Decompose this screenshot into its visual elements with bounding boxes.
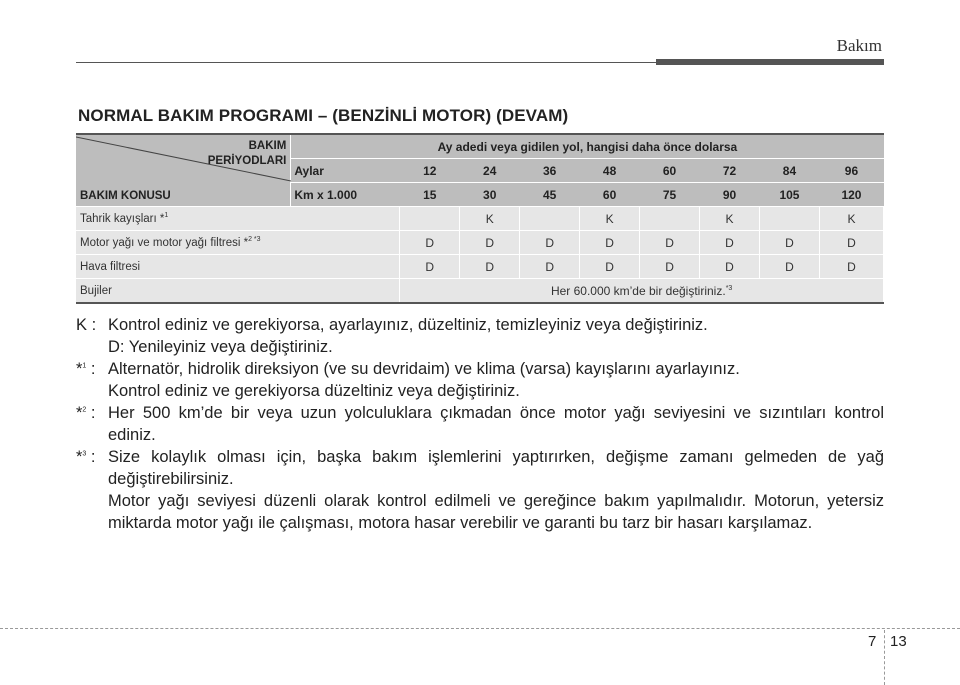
month-cell: 96 [819, 159, 883, 183]
note-1 [76, 358, 884, 402]
row-cell: K [819, 207, 883, 231]
chapter-number: 7 [868, 633, 877, 650]
corner-top-line-1: BAKIM [248, 140, 287, 152]
month-cell: 24 [460, 159, 520, 183]
header-bar [656, 59, 884, 65]
row-cell: D [640, 231, 700, 255]
km-cell: 120 [819, 183, 883, 207]
row-cell: D [520, 255, 580, 279]
note-3-text: Size kolaylık olması için, başka bakım işlemlerini yaptırırken, değişme zamanı gelmeden de yağ değiştirebilirsiniz. [108, 448, 884, 488]
km-label: Km x 1.000 [291, 183, 400, 207]
note-3 [76, 446, 884, 534]
row-cell: D [700, 231, 760, 255]
note-2-text: Her 500 km’de bir veya uzun yolculuklara çıkmadan önce motor yağı seviyesini ve sızıntıları kontrol ediniz. [108, 404, 884, 444]
month-cell: 84 [759, 159, 819, 183]
row-cell: D [819, 255, 883, 279]
note-1-marker: *$^1$ : [76, 360, 96, 378]
row-cell: D [400, 231, 460, 255]
month-cell: 72 [700, 159, 760, 183]
km-cell: 45 [520, 183, 580, 207]
month-cell: 36 [520, 159, 580, 183]
row-cell: K [460, 207, 520, 231]
note-k-text: Kontrol ediniz ve gerekiyorsa, ayarlayınız, düzeltiniz, temizleyiniz veya değiştiriniz. [108, 316, 708, 334]
row-cell [520, 207, 580, 231]
section-header: Bakım [836, 36, 882, 55]
table-row [76, 255, 884, 279]
corner-periods-label [208, 139, 287, 169]
row-cell: D [400, 255, 460, 279]
table-row [76, 279, 884, 304]
maintenance-table [76, 133, 884, 304]
spark-plug-interval: Her 60.000 km’de bir değiştiriniz.$^{*3}$ [400, 279, 884, 304]
row-cell [640, 207, 700, 231]
month-cell: 48 [580, 159, 640, 183]
row-cell: D [580, 255, 640, 279]
header-rule [76, 62, 656, 63]
note-3-text-2: Motor yağı seviyesi düzenli olarak kontrol edilmeli ve gereğince bakım yapılmalıdır. Motorun, yetersiz miktarda motor yağı ile çalışması, motora hasar verebilir ve garanti bu tarz bir hasarı karşılamaz. [108, 492, 884, 532]
note-1-text-2: Kontrol ediniz ve gerekiyorsa düzeltiniz veya değiştiriniz. [108, 382, 520, 400]
row-cell [759, 207, 819, 231]
row-cell: D [520, 231, 580, 255]
row-item: Hava filtresi [76, 255, 400, 279]
km-cell: 30 [460, 183, 520, 207]
row-item: Motor yağı ve motor yağı filtresi *$^{2 *3}$ [76, 231, 400, 255]
row-item: Tahrik kayışları *$^1$ [76, 207, 400, 231]
page-number: 13 [890, 633, 907, 650]
table-row [76, 231, 884, 255]
note-3-marker: *$^3$ : [76, 448, 96, 466]
footer-divider [884, 630, 885, 685]
row-cell: D [759, 255, 819, 279]
row-item: Bujiler [76, 279, 400, 304]
month-cell: 12 [400, 159, 460, 183]
row-cell: D [700, 255, 760, 279]
row-cell: K [700, 207, 760, 231]
corner-items-label: BAKIM KONUSU [80, 190, 171, 202]
footer-rule [0, 628, 960, 629]
note-d-text: D: Yenileyiniz veya değiştiriniz. [108, 338, 333, 356]
row-cell: D [460, 231, 520, 255]
table-corner [76, 134, 291, 207]
row-cell: D [460, 255, 520, 279]
note-k-marker: K : [76, 316, 97, 334]
table-row [76, 207, 884, 231]
note-2-marker: *$^2$ : [76, 404, 96, 422]
span-header: Ay adedi veya gidilen yol, hangisi daha önce dolarsa [291, 134, 884, 159]
notes [76, 314, 884, 534]
months-label: Aylar [291, 159, 400, 183]
km-cell: 15 [400, 183, 460, 207]
page-title: NORMAL BAKIM PROGRAMI – (BENZİNLİ MOTOR) (DEVAM) [78, 106, 569, 125]
row-cell: K [580, 207, 640, 231]
row-cell: D [580, 231, 640, 255]
km-cell: 75 [640, 183, 700, 207]
row-cell: D [819, 231, 883, 255]
km-cell: 105 [759, 183, 819, 207]
row-cell [400, 207, 460, 231]
row-cell: D [640, 255, 700, 279]
km-cell: 60 [580, 183, 640, 207]
note-2 [76, 402, 884, 446]
note-1-text: Alternatör, hidrolik direksiyon (ve su devridaim) ve klima (varsa) kayışlarını ayarlayınız. [108, 360, 740, 378]
corner-top-line-2: PERİYODLARI [207, 155, 287, 167]
row-cell: D [759, 231, 819, 255]
km-cell: 90 [700, 183, 760, 207]
note-k [76, 314, 884, 358]
month-cell: 60 [640, 159, 700, 183]
